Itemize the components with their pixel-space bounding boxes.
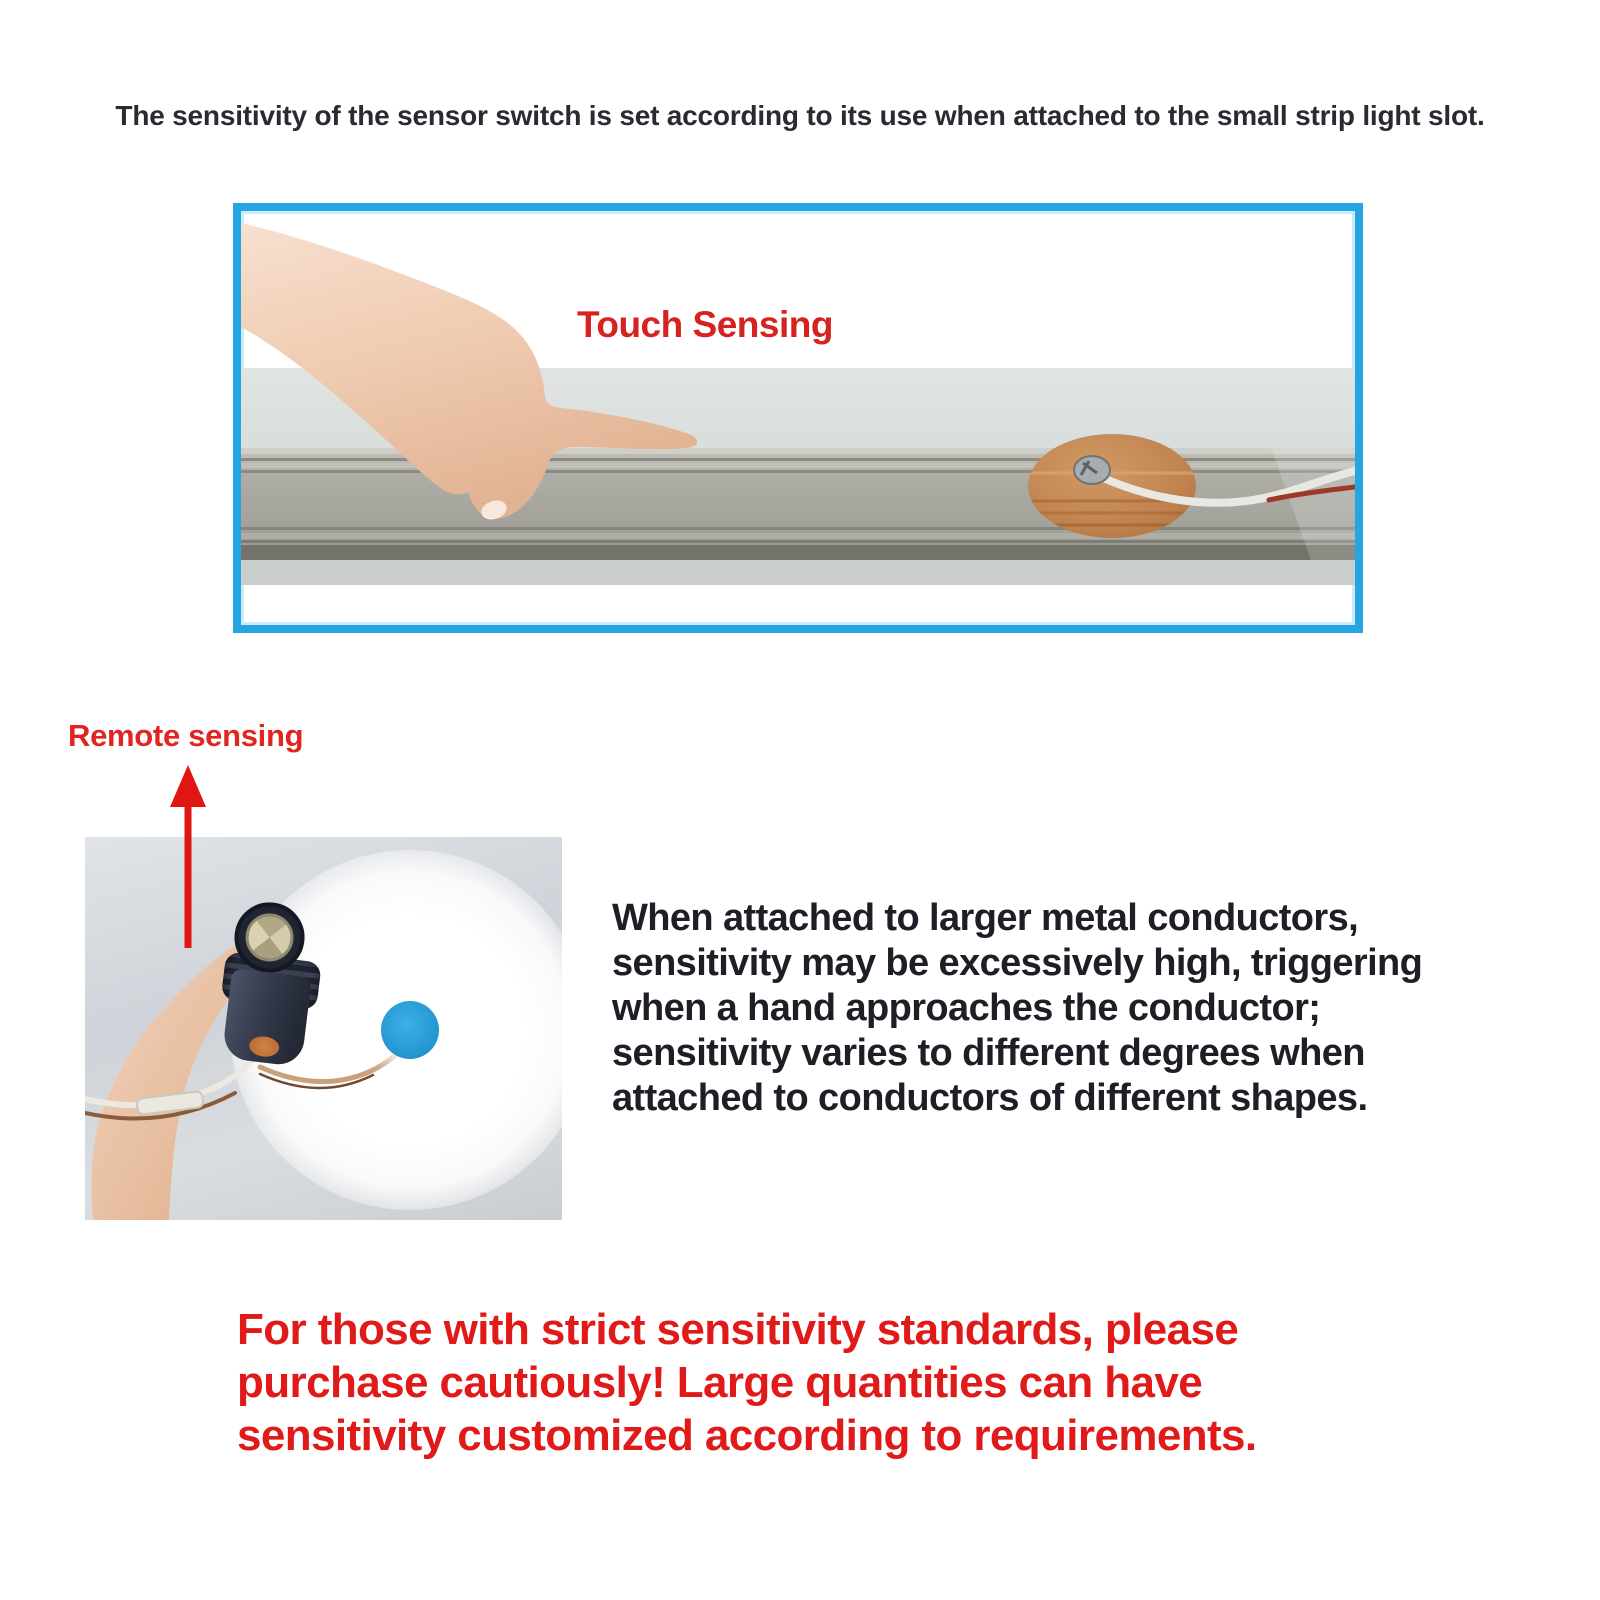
touch-sensing-label: Touch Sensing bbox=[577, 304, 833, 345]
touch-sensing-photo bbox=[241, 211, 1355, 625]
sensor-canister bbox=[213, 894, 330, 1073]
lit-lamp bbox=[381, 1001, 439, 1059]
remote-sensing-label: Remote sensing bbox=[68, 718, 304, 753]
up-arrow-icon bbox=[168, 765, 208, 955]
note-line: sensitivity varies to different degrees when bbox=[612, 1032, 1365, 1074]
note-line: sensitivity may be excessively high, triggering bbox=[612, 942, 1423, 984]
canister-metal-disc bbox=[243, 911, 296, 964]
purchase-warning bbox=[237, 1303, 1257, 1462]
note-line: attached to conductors of different shapes. bbox=[612, 1077, 1368, 1119]
warning-line: purchase cautiously! Large quantities can have bbox=[237, 1358, 1203, 1407]
touch-sensing-panel bbox=[233, 203, 1363, 633]
remote-sensing-photo bbox=[85, 837, 562, 1220]
note-line: When attached to larger metal conductors, bbox=[612, 897, 1359, 939]
conductor-note bbox=[612, 896, 1422, 1121]
warning-line: sensitivity customized according to requirements. bbox=[237, 1411, 1257, 1460]
note-line: when a hand approaches the conductor; bbox=[612, 987, 1321, 1029]
page-title: The sensitivity of the sensor switch is set according to its use when attached to the small strip light slot. bbox=[115, 100, 1485, 131]
warning-line: For those with strict sensitivity standards, please bbox=[237, 1305, 1239, 1354]
remote-photo-art bbox=[85, 837, 562, 1220]
